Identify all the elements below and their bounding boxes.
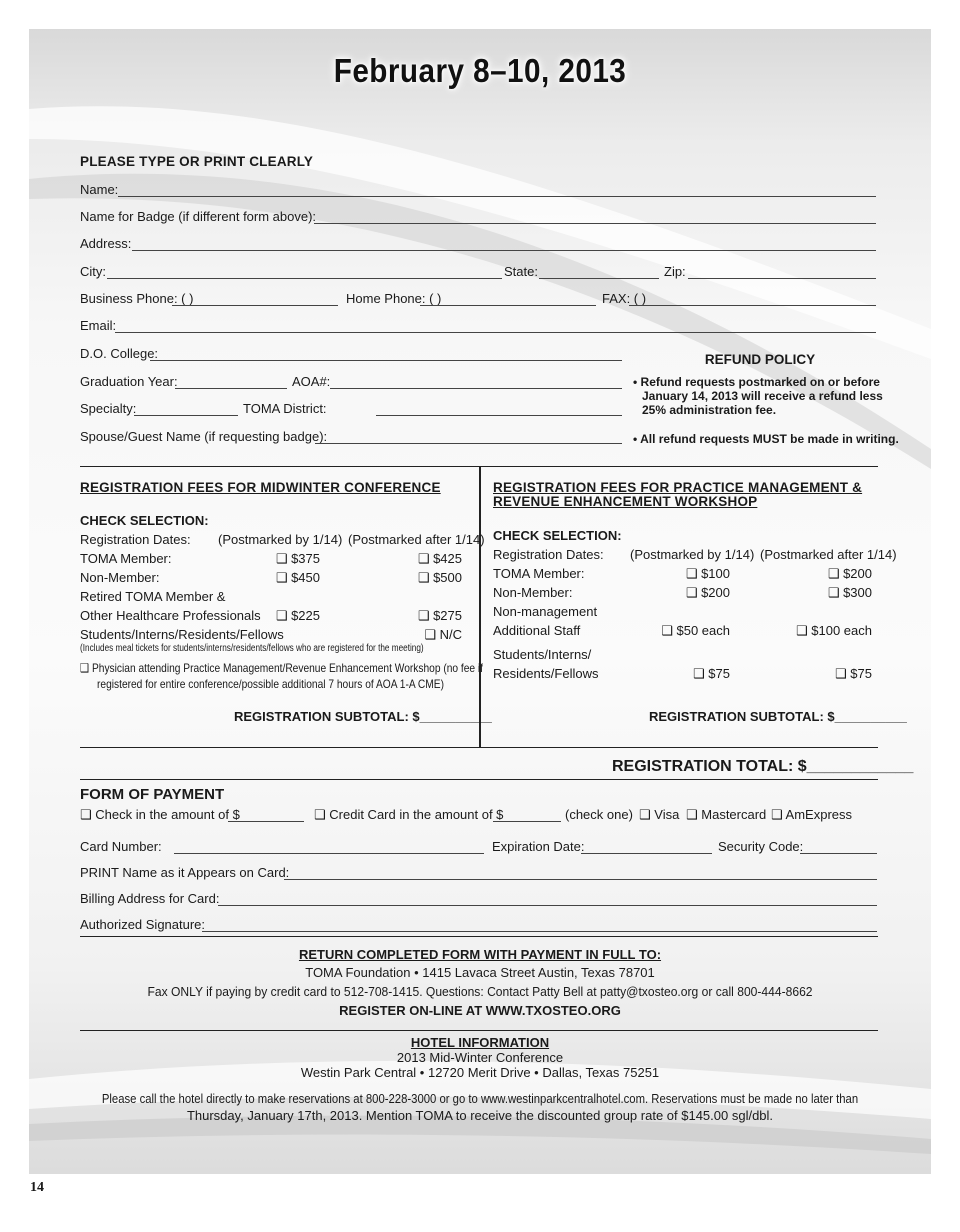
hotel-reservation-note-2: Thursday, January 17th, 2013. Mention TOMA to receive the discounted group rate of $145.00 sgl/dbl. [186, 1108, 774, 1123]
mastercard-option[interactable]: ❑ Mastercard [686, 807, 767, 822]
column-divider [479, 467, 481, 747]
workshop-row-label: Non-management [493, 604, 598, 619]
workshop-col1-header: (Postmarked by 1/14) [630, 547, 755, 562]
card-number-field[interactable] [174, 853, 484, 854]
workshop-option-checkbox[interactable]: ❑ $200 [685, 585, 730, 600]
midwinter-row-label: Students/Interns/Residents/Fellows [80, 627, 284, 642]
workshop-row-label: Residents/Fellows [493, 666, 599, 681]
workshop-option-checkbox[interactable]: ❑ $300 [827, 585, 872, 600]
security-code-label: Security Code: [718, 839, 804, 854]
return-form-heading: RETURN COMPLETED FORM WITH PAYMENT IN FULL TO: [298, 947, 662, 962]
check-payment-option[interactable]: ❑ Check in the amount of $ [80, 807, 240, 822]
register-online-link[interactable]: REGISTER ON-LINE AT WWW.TXOSTEO.ORG [339, 1003, 621, 1018]
instruction-heading: PLEASE TYPE OR PRINT CLEARLY [80, 154, 314, 169]
business-phone-field[interactable] [172, 305, 338, 306]
spouse-field[interactable] [315, 443, 622, 444]
midwinter-row-label: Non-Member: [80, 570, 160, 585]
aoa-label: AOA#: [292, 374, 331, 389]
do-college-label: D.O. College: [80, 346, 159, 361]
name-label: Name: [80, 182, 119, 197]
zip-label: Zip: [664, 264, 686, 279]
midwinter-row-label: TOMA Member: [80, 551, 172, 566]
workshop-col2-header: (Postmarked after 1/14) [760, 547, 897, 562]
toma-district-label: TOMA District: [243, 401, 327, 416]
specialty-label: Specialty: [80, 401, 137, 416]
workshop-option-checkbox[interactable]: ❑ $75 [693, 666, 730, 681]
form-of-payment-title: FORM OF PAYMENT [80, 786, 225, 803]
refund-line-4: • All refund requests MUST be made in writing. [633, 432, 899, 446]
refund-line-2: January 14, 2013 will receive a refund less [642, 389, 883, 403]
print-name-field[interactable] [284, 879, 877, 880]
zip-field[interactable] [688, 278, 876, 279]
fax-label: FAX: ( ) [602, 291, 647, 306]
home-phone-field[interactable] [420, 305, 596, 306]
midwinter-option-checkbox[interactable]: ❑ $450 [275, 570, 320, 585]
midwinter-option-checkbox[interactable]: ❑ $500 [417, 570, 462, 585]
hotel-reservation-note-1: Please call the hotel directly to make reservations at 800-228-3000 or go to www.westinparkcentralhotel.com. Reservations must be made no later than [101, 1091, 859, 1106]
midwinter-check-selection: CHECK SELECTION: [80, 513, 209, 528]
return-fax-note: Fax ONLY if paying by credit card to 512-708-1415. Questions: Contact Patty Bell at patty@txosteo.org or call 800-444-8662 [147, 984, 813, 999]
aoa-field[interactable] [330, 388, 622, 389]
expiration-date-field[interactable] [581, 853, 712, 854]
refund-policy-title: REFUND POLICY [704, 352, 816, 367]
workshop-option-checkbox[interactable]: ❑ $50 each [661, 623, 730, 638]
midwinter-option-checkbox[interactable]: ❑ $425 [417, 551, 462, 566]
page-number: 14 [30, 1180, 44, 1195]
workshop-option-checkbox[interactable]: ❑ $100 [685, 566, 730, 581]
refund-line-1: • Refund requests postmarked on or before [633, 375, 880, 389]
payment-bottom-divider [80, 936, 878, 937]
state-field[interactable] [539, 278, 659, 279]
return-address: TOMA Foundation • 1415 Lavaca Street Austin, Texas 78701 [305, 965, 655, 980]
workshop-fees-title-2: REVENUE ENHANCEMENT WORKSHOP [493, 494, 758, 509]
amex-option[interactable]: ❑ AmExpress [771, 807, 853, 822]
specialty-field[interactable] [134, 415, 238, 416]
card-number-label: Card Number: [80, 839, 162, 854]
billing-address-field[interactable] [218, 905, 877, 906]
graduation-year-field[interactable] [175, 388, 287, 389]
security-code-field[interactable] [800, 853, 877, 854]
fax-field[interactable] [629, 305, 876, 306]
badge-name-label: Name for Badge (if different form above): [80, 209, 317, 224]
workshop-dates-label: Registration Dates: [493, 547, 604, 562]
hotel-divider [80, 1030, 878, 1031]
midwinter-row-label: Other Healthcare Professionals [80, 608, 261, 623]
spouse-label: Spouse/Guest Name (if requesting badge): [80, 429, 328, 444]
credit-card-payment-option[interactable]: ❑ Credit Card in the amount of $ [314, 807, 504, 822]
physician-option-note: registered for entire conference/possible additional 7 hours of AOA 1-A CME) [97, 677, 444, 691]
workshop-row-label: TOMA Member: [493, 566, 585, 581]
workshop-option-checkbox[interactable]: ❑ $100 each [796, 623, 872, 638]
email-field[interactable] [115, 332, 876, 333]
midwinter-dates-label: Registration Dates: [80, 532, 191, 547]
midwinter-option-checkbox[interactable]: ❑ $275 [417, 608, 462, 623]
do-college-field[interactable] [150, 360, 622, 361]
midwinter-option-checkbox[interactable]: ❑ $225 [275, 608, 320, 623]
toma-district-field[interactable] [376, 415, 622, 416]
page-title: February 8–10, 2013 [333, 52, 627, 89]
visa-option[interactable]: ❑ Visa [639, 807, 680, 822]
workshop-subtotal[interactable]: REGISTRATION SUBTOTAL: $__________ [649, 709, 907, 724]
midwinter-col2-header: (Postmarked after 1/14) [348, 532, 485, 547]
billing-address-label: Billing Address for Card: [80, 891, 220, 906]
authorized-signature-field[interactable] [202, 931, 877, 932]
print-name-label: PRINT Name as it Appears on Card: [80, 865, 290, 880]
expiration-date-label: Expiration Date: [492, 839, 585, 854]
authorized-signature-label: Authorized Signature: [80, 917, 206, 932]
name-field[interactable] [118, 196, 876, 197]
hotel-address: Westin Park Central • 12720 Merit Drive • Dallas, Texas 75251 [300, 1065, 660, 1080]
midwinter-meal-note: (Includes meal tickets for students/interns/residents/fellows who are registered for the meeting) [80, 643, 424, 654]
workshop-row-label: Students/Interns/ [493, 647, 592, 662]
midwinter-col1-header: (Postmarked by 1/14) [218, 532, 343, 547]
email-label: Email: [80, 318, 117, 333]
hotel-event-name: 2013 Mid-Winter Conference [396, 1050, 564, 1065]
credit-amount-field[interactable] [493, 821, 561, 822]
midwinter-option-checkbox[interactable]: ❑ $375 [275, 551, 320, 566]
graduation-year-label: Graduation Year: [80, 374, 178, 389]
total-divider [80, 779, 878, 780]
midwinter-option-checkbox[interactable]: ❑ N/C [424, 627, 462, 642]
workshop-option-checkbox[interactable]: ❑ $200 [827, 566, 872, 581]
state-label: State: [504, 264, 538, 279]
workshop-fees-title-1: REGISTRATION FEES FOR PRACTICE MANAGEMENT & [493, 480, 863, 495]
physician-option-checkbox[interactable]: ❑ Physician attending Practice Management/Revenue Enhancement Workshop (no fee if [80, 661, 484, 675]
business-phone-label: Business Phone: ( ) [80, 291, 194, 306]
hotel-information-heading: HOTEL INFORMATION [410, 1035, 550, 1050]
fees-bottom-divider [80, 747, 878, 748]
refund-line-3: 25% administration fee. [642, 403, 777, 417]
city-label: City: [80, 264, 106, 279]
address-field[interactable] [132, 250, 876, 251]
midwinter-fees-title: REGISTRATION FEES FOR MIDWINTER CONFERENCE [80, 480, 441, 495]
workshop-check-selection: CHECK SELECTION: [493, 528, 622, 543]
check-amount-field[interactable] [228, 821, 304, 822]
address-label: Address: [80, 236, 132, 251]
workshop-row-label: Additional Staff [493, 623, 581, 638]
city-field[interactable] [107, 278, 502, 279]
midwinter-row-label: Retired TOMA Member & [80, 589, 226, 604]
badge-name-field[interactable] [314, 223, 876, 224]
home-phone-label: Home Phone: ( ) [346, 291, 442, 306]
check-one-note: (check one) [565, 807, 633, 822]
workshop-row-label: Non-Member: [493, 585, 573, 600]
workshop-option-checkbox[interactable]: ❑ $75 [835, 666, 872, 681]
midwinter-subtotal[interactable]: REGISTRATION SUBTOTAL: $__________ [234, 709, 492, 724]
registration-total[interactable]: REGISTRATION TOTAL: $____________ [612, 758, 914, 775]
